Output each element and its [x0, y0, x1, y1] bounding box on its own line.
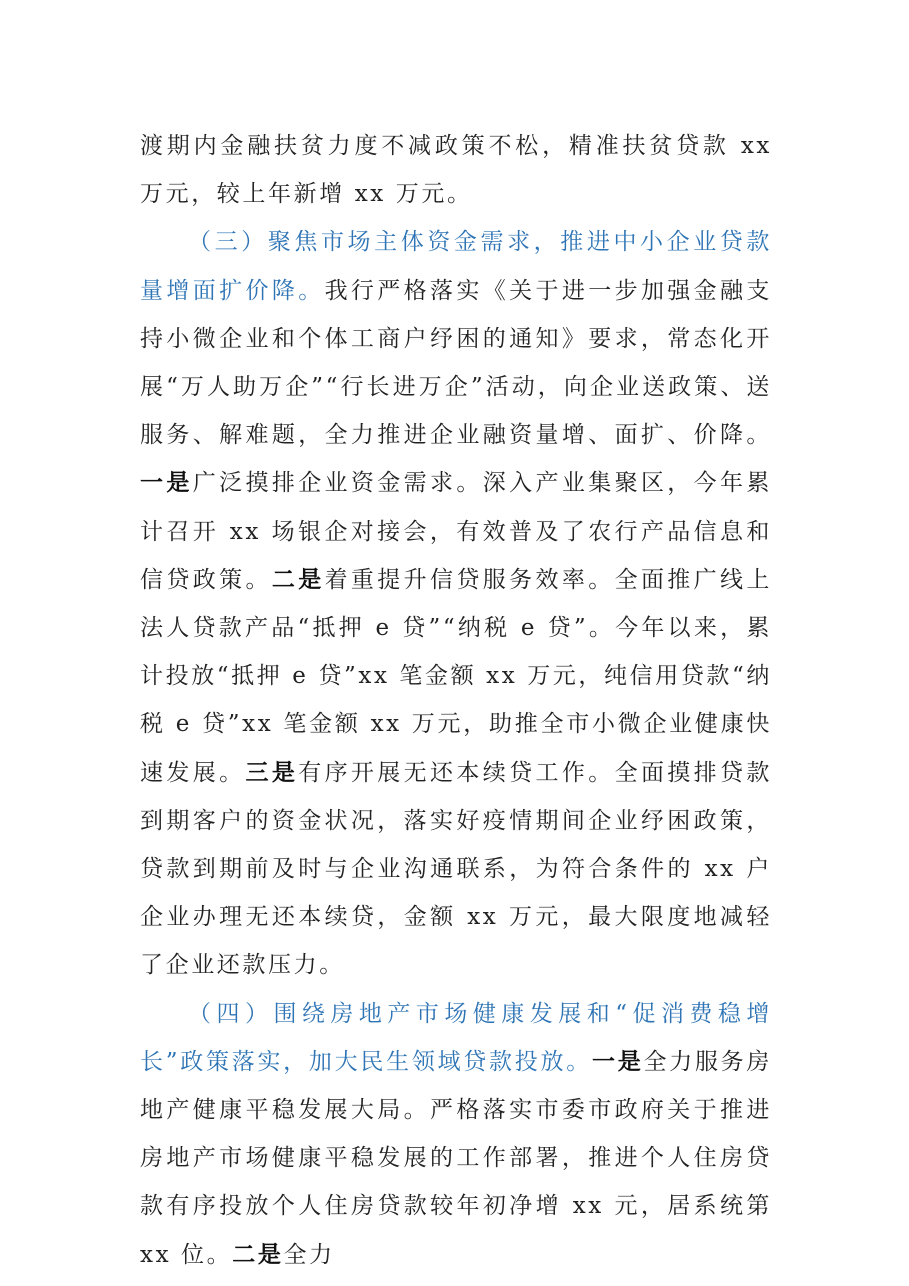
point-text: 全力: [283, 1241, 335, 1268]
point-text: 全力服务房地产健康平稳发展大局。严格落实市委市政府关于推进房地产市场健康平稳发展的工作部署，推进个人住房贷款有序投放个人住房贷款较年初净增 xx 元，居系统第 xx 位。: [140, 1048, 773, 1268]
point-label: 一是: [140, 469, 193, 497]
point-label: 二是: [232, 1240, 284, 1268]
paragraph-section-three: [140, 218, 772, 989]
point-text: 有序开展无还本续贷工作。全面摸排贷款到期客户的资金状况，落实好疫情期间企业纾困政策，贷款到期前及时与企业沟通联系，为符合条件的 xx 户企业办理无还本续贷，金额 xx 万元，最大限度地减轻了企业还款压力。: [140, 759, 772, 979]
paragraph-continuation: [140, 122, 772, 218]
section-three-heading: （三）聚焦市场主体资金需求，推进中小企业贷款量增面扩价降。: [140, 229, 772, 304]
point-label: 一是: [591, 1047, 644, 1075]
section-four-heading: （四）围绕房地产市场健康发展和“促消费稳增长”政策落实，加大民生领域贷款投放。: [140, 1000, 772, 1075]
point-text: 广泛摸排企业资金需求。深入产业集聚区，今年累计召开 xx 场银企对接会，有效普及了农行产品信息和信贷政策。: [140, 470, 772, 593]
point-text: 着重提升信贷服务效率。全面推广线上法人贷款产品“抵押 e 贷”“纳税 e 贷”。今年以来，累计投放“抵押 e 贷”xx 笔金额 xx 万元，纯信用贷款“纳税 e 贷”xx 笔金额 xx 万元，助推全市小微企业健康快速发展。: [140, 566, 773, 786]
paragraph-text: 渡期内金融扶贫力度不减政策不松，精准扶贫贷款 xx 万元，较上年新增 xx 万元。: [140, 133, 772, 208]
document-body: [140, 122, 772, 1279]
point-label: 二是: [271, 565, 325, 593]
point-label: 三是: [245, 758, 299, 786]
section-three-text: 我行严格落实《关于进一步加强金融支持小微企业和个体工商户纾困的通知》要求，常态化开展“万人助万企”“行长进万企”活动，向企业送政策、送服务、解难题，全力推进企业融资量增、面扩、价降。: [140, 277, 773, 449]
paragraph-section-four: [140, 990, 772, 1279]
